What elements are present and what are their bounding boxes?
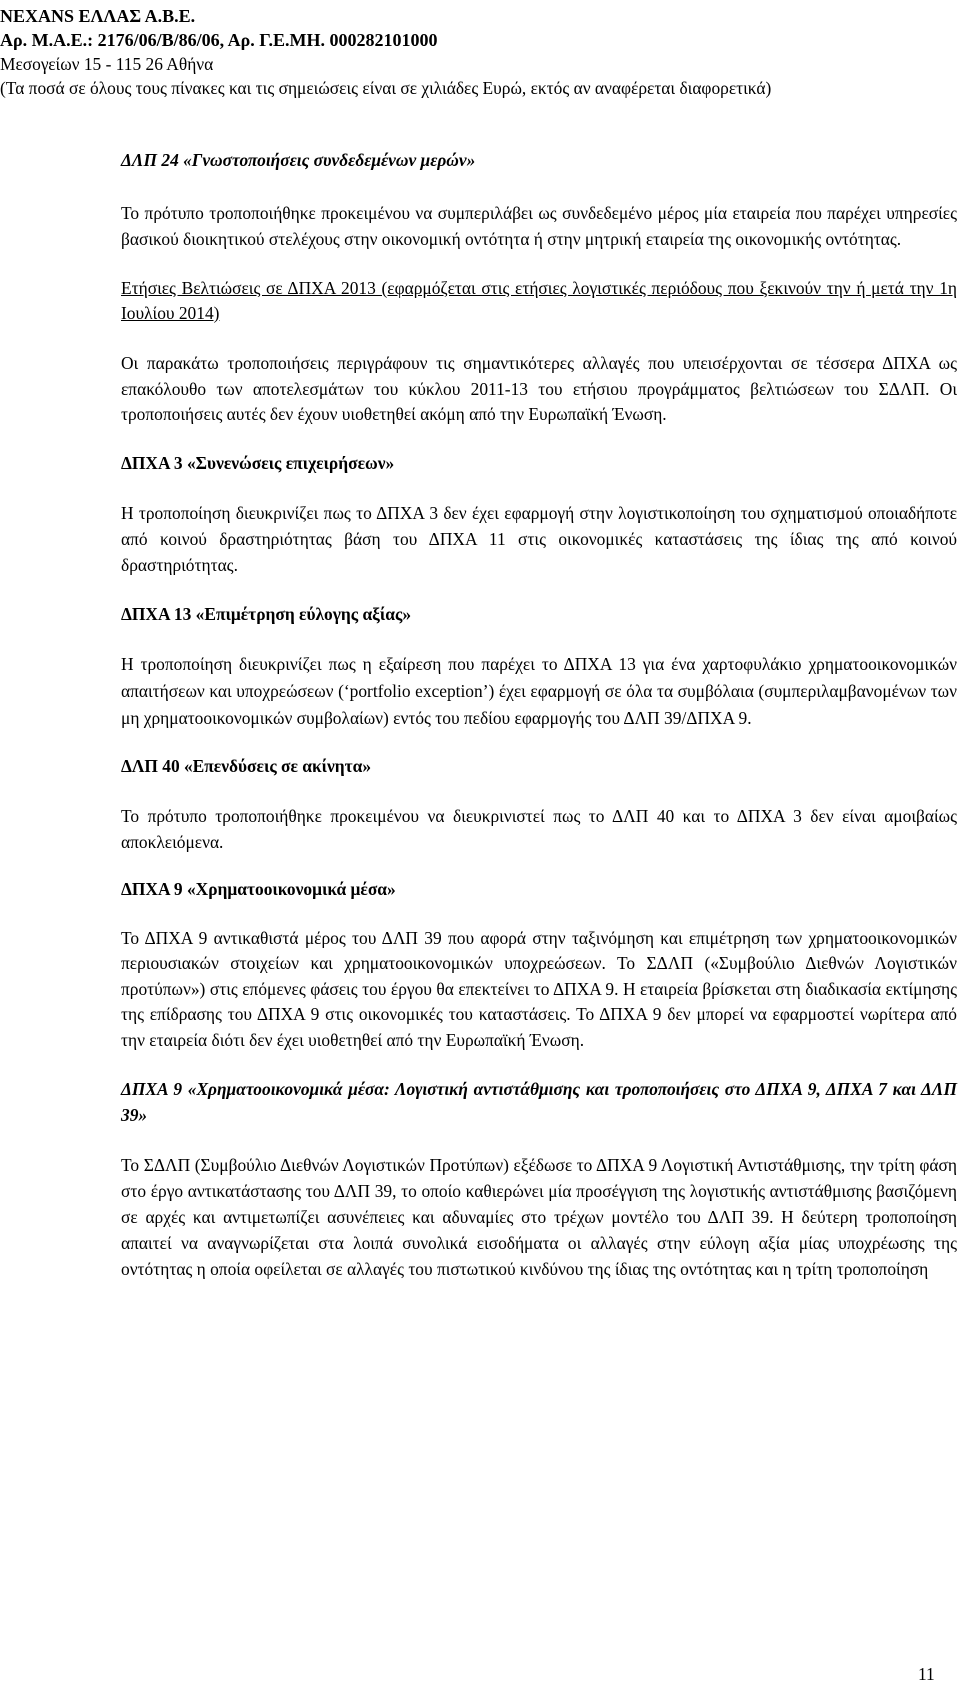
registration-line: Αρ. Μ.Α.Ε.: 2176/06/Β/86/06, Αρ. Γ.Ε.ΜΗ. 000282101000	[0, 30, 438, 50]
section-paragraph: Η τροποποίηση διευκρινίζει πως το ΔΠΧΑ 3 δεν έχει εφαρμογή στην λογιστικοποίηση του σχηματισμού οποιαδήποτε από κοινού δραστηριότητας βάση του ΔΠΧΑ 11 στις οικονομικές καταστάσεις της ίδιας της από κοινού δραστηριότητας.	[121, 502, 957, 575]
document-body	[121, 148, 957, 1282]
page-number: 11	[918, 1664, 935, 1684]
section-heading: ΔΠΧΑ 3 «Συνενώσεις επιχειρήσεων»	[121, 452, 395, 473]
section-paragraph: Οι παρακάτω τροποποιήσεις περιγράφουν τις σημαντικότερες αλλαγές που υπεισέρχονται σε τέσσερα ΔΠΧΑ ως επακόλουθο των αποτελεσμάτων του κύκλου 2011-13 του ετήσιου προγράμματος βελτιώσεων του ΣΔΛΠ. Οι τροποποιήσεις αυτές δεν έχουν υιοθετηθεί ακόμη από την Ευρωπαϊκή Ένωση.	[121, 353, 957, 424]
section-paragraph: Το πρότυπο τροποποιήθηκε προκειμένου να συμπεριλάβει ως συνδεδεμένο μέρος μία εταιρεία που παρέχει υπηρεσίες βασικού διοικητικού στελέχους στην οικονομική οντότητα ή στην μητρική εταιρεία της οικονομικής οντότητας.	[121, 203, 957, 249]
section-paragraph: Η τροποποίηση διευκρινίζει πως η εξαίρεση που παρέχει το ΔΠΧΑ 13 για ένα χαρτοφυλάκιο χρηματοοικονομικών απαιτήσεων και υποχρεώσεων (‘portfolio exception’) έχει εφαρμογή σε όλα τα συμβόλαια (συμπεριλαμβανομένων των μη χρηματοοικονομικών συμβολαίων) εντός του πεδίου εφαρμογής του ΔΛΠ 39/ΔΠΧΑ 9.	[121, 653, 957, 728]
section-heading: ΔΛΠ 40 «Επενδύσεις σε ακίνητα»	[121, 755, 372, 776]
section-subheading: Ετήσιες Βελτιώσεις σε ΔΠΧΑ 2013 (εφαρμόζεται στις ετήσιες λογιστικές περιόδους που ξεκινούν την ή μετά την 1η Ιουλίου 2014)	[121, 278, 957, 323]
address-line: Μεσογείων 15 - 115 26 Αθήνα	[0, 54, 214, 74]
section-paragraph: Το πρότυπο τροποποιήθηκε προκειμένου να διευκρινιστεί πως το ΔΛΠ 40 και το ΔΠΧΑ 3 δεν είναι αμοιβαίως αποκλειόμενα.	[121, 805, 957, 852]
section-paragraph: Το ΣΔΛΠ (Συμβούλιο Διεθνών Λογιστικών Προτύπων) εξέδωσε το ΔΠΧΑ 9 Λογιστική Αντιστάθμισης, την τρίτη φάση στο έργο αντικατάστασης του ΔΛΠ 39, το οποίο καθιερώνει μία προσέγγιση της λογιστικής αντιστάθμισης βασιζόμενη σε αρχές και αντιμετωπίζει ασυνέπειες και αδυναμίες στο τρέχων μοντέλο του ΔΛΠ 39. Η δεύτερη τροποποίηση απαιτεί να αναγνωρίζεται στα λοιπά συνολικά εισοδήματα οι αλλαγές στην εύλογη αξία μίας υποχρέωσης της οντότητας η οποία οφείλεται σε αλλαγές του πιστωτικού κινδύνου της ίδιας της οντότητας και η τρίτη τροποποίηση	[121, 1155, 957, 1279]
amounts-note: (Τα ποσά σε όλους τους πίνακες και τις σημειώσεις είναι σε χιλιάδες Ευρώ, εκτός αν αναφέρεται διαφορετικά)	[0, 78, 772, 98]
section-heading: ΔΠΧΑ 9 «Χρηματοοικονομικά μέσα: Λογιστική αντιστάθμισης και τροποποιήσεις στο ΔΠΧΑ 9, ΔΠΧΑ 7 και ΔΛΠ 39»	[121, 1079, 957, 1125]
company-name: NEXANS ΕΛΛΑΣ Α.Β.Ε.	[0, 6, 196, 26]
section-heading: ΔΛΠ 24 «Γνωστοποιήσεις συνδεδεμένων μερών»	[121, 150, 476, 170]
section-heading: ΔΠΧΑ 13 «Επιμέτρηση εύλογης αξίας»	[121, 603, 412, 624]
section-heading: ΔΠΧΑ 9 «Χρηματοοικονομικά μέσα»	[121, 878, 396, 899]
section-paragraph: Το ΔΠΧΑ 9 αντικαθιστά μέρος του ΔΛΠ 39 που αφορά στην ταξινόμηση και επιμέτρηση των χρηματοοικονομικών περιουσιακών στοιχείων και χρηματοοικονομικών υποχρεώσεων. Το ΣΔΛΠ («Συμβούλιο Διεθνών Λογιστικών προτύπων») στις επόμενες φάσεις του έργου θα επεκτείνει το ΔΠΧΑ 9. Η εταιρεία βρίσκεται στη διαδικασία εκτίμησης της επίδρασης του ΔΠΧΑ 9 στις οικονομικές του καταστάσεις. Το ΔΠΧΑ 9 δεν μπορεί να εφαρμοστεί νωρίτερα από την εταιρεία διότι δεν έχει υιοθετηθεί από την Ευρωπαϊκή Ένωση.	[121, 927, 957, 1050]
page-header	[0, 4, 958, 100]
